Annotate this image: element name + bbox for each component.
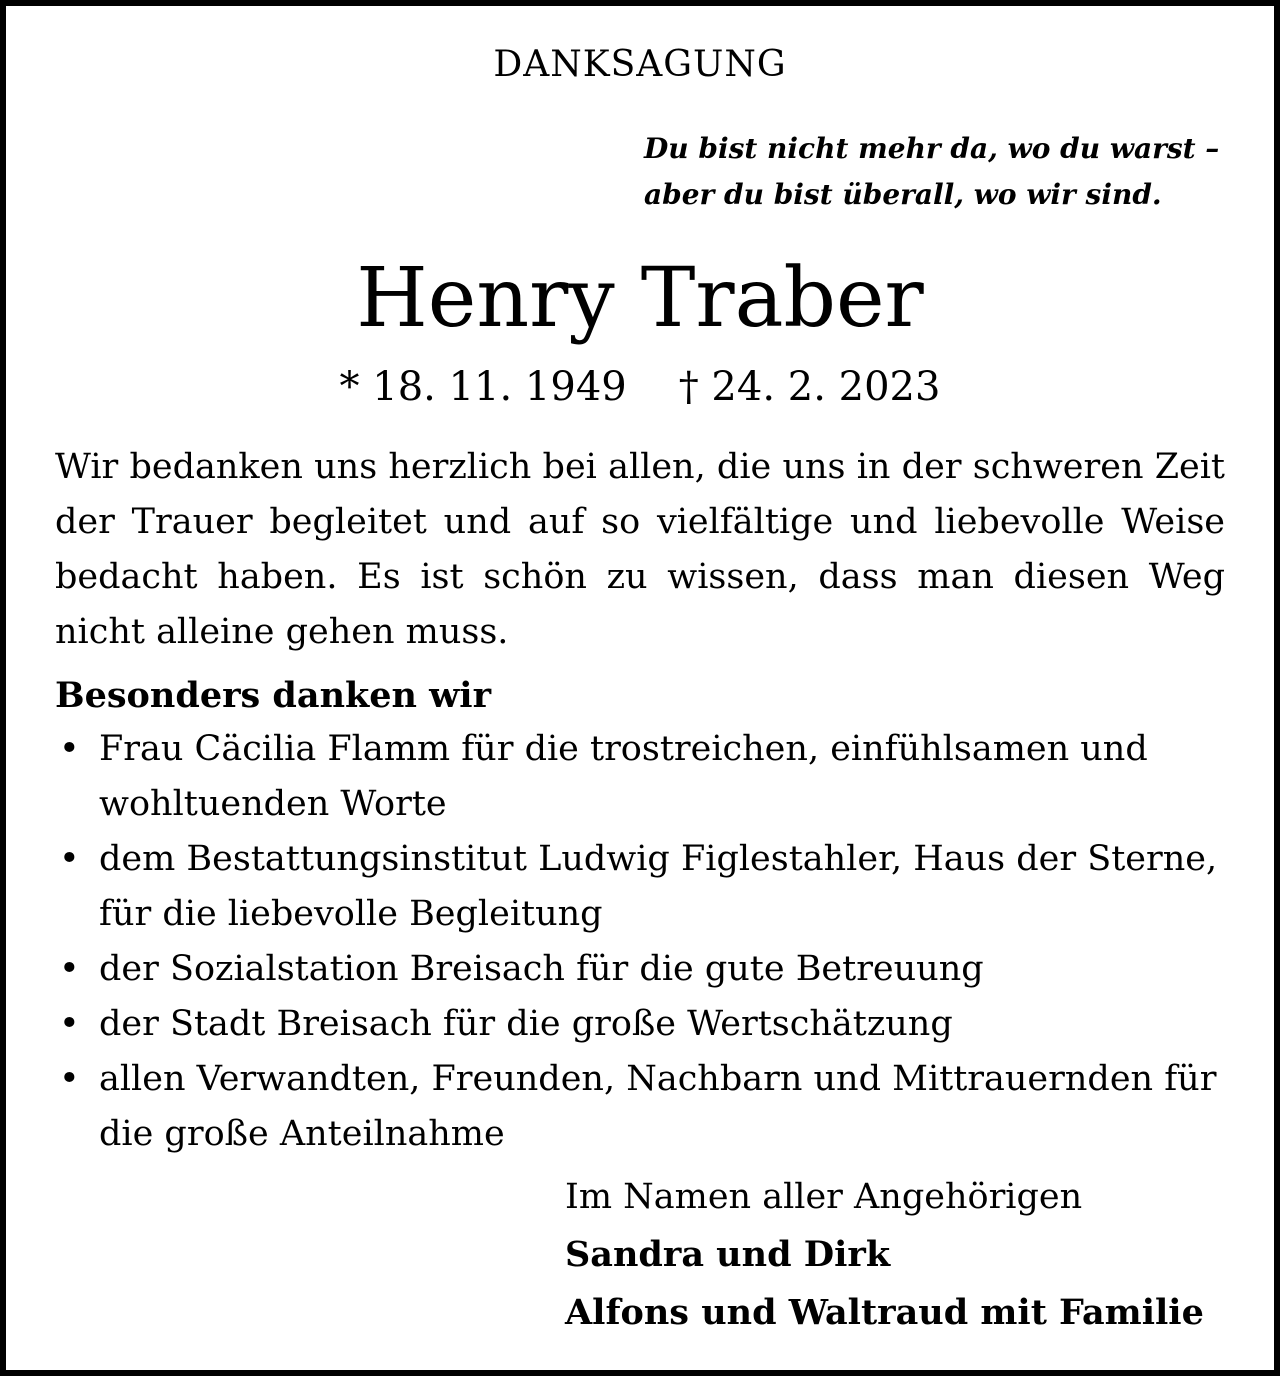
list-item-text: dem Bestattungsinstitut Ludwig Figlestahler, Haus der Sterne, für die liebevolle Begleitung xyxy=(99,839,1218,934)
bullet-icon: • xyxy=(59,839,80,879)
list-item xyxy=(55,832,1230,942)
list-item-text: der Stadt Breisach für die große Wertschätzung xyxy=(99,1004,953,1044)
quote-line-1: Du bist nicht mehr da, wo du warst – xyxy=(644,132,1220,165)
bullet-icon: • xyxy=(59,1004,80,1044)
thanks-list xyxy=(55,722,1230,1162)
heading-danksagung: DANKSAGUNG xyxy=(493,44,787,85)
thanks-paragraph: Wir bedanken uns herzlich bei allen, die uns in der schweren Zeit der Trauer begleitet und auf so vielfältige und liebevolle Weise bedacht haben. Es ist schön zu wissen, dass man diesen Weg nicht alleine gehen muss. xyxy=(55,447,1225,652)
signature-block xyxy=(565,1168,1204,1342)
quote xyxy=(644,126,1219,218)
quote-line-2: aber du bist überall, wo wir sind. xyxy=(644,178,1162,211)
deceased-name: Henry Traber xyxy=(356,251,924,346)
death-date: † 24. 2. 2023 xyxy=(678,364,941,410)
signature-names-1: Sandra und Dirk xyxy=(565,1234,891,1275)
bullet-icon: • xyxy=(59,1059,80,1099)
birth-date: * 18. 11. 1949 xyxy=(339,364,627,410)
bullet-icon: • xyxy=(59,949,80,989)
list-item xyxy=(55,997,1230,1052)
list-item xyxy=(55,1052,1230,1162)
list-item-text: der Sozialstation Breisach für die gute Betreuung xyxy=(99,949,984,989)
signature-intro: Im Namen aller Angehörigen xyxy=(565,1177,1083,1217)
thanks-subheading: Besonders danken wir xyxy=(55,675,492,716)
signature-names-2: Alfons und Waltraud mit Familie xyxy=(565,1292,1204,1333)
list-item xyxy=(55,722,1230,832)
bullet-icon: • xyxy=(59,729,80,769)
list-item-text: allen Verwandten, Freunden, Nachbarn und Mittrauernden für die große Anteilnahme xyxy=(99,1059,1217,1154)
list-item-text: Frau Cäcilia Flamm für die trostreichen, einfühlsamen und wohltuenden Worte xyxy=(99,729,1148,824)
life-dates xyxy=(0,360,1280,414)
list-item xyxy=(55,942,1230,997)
